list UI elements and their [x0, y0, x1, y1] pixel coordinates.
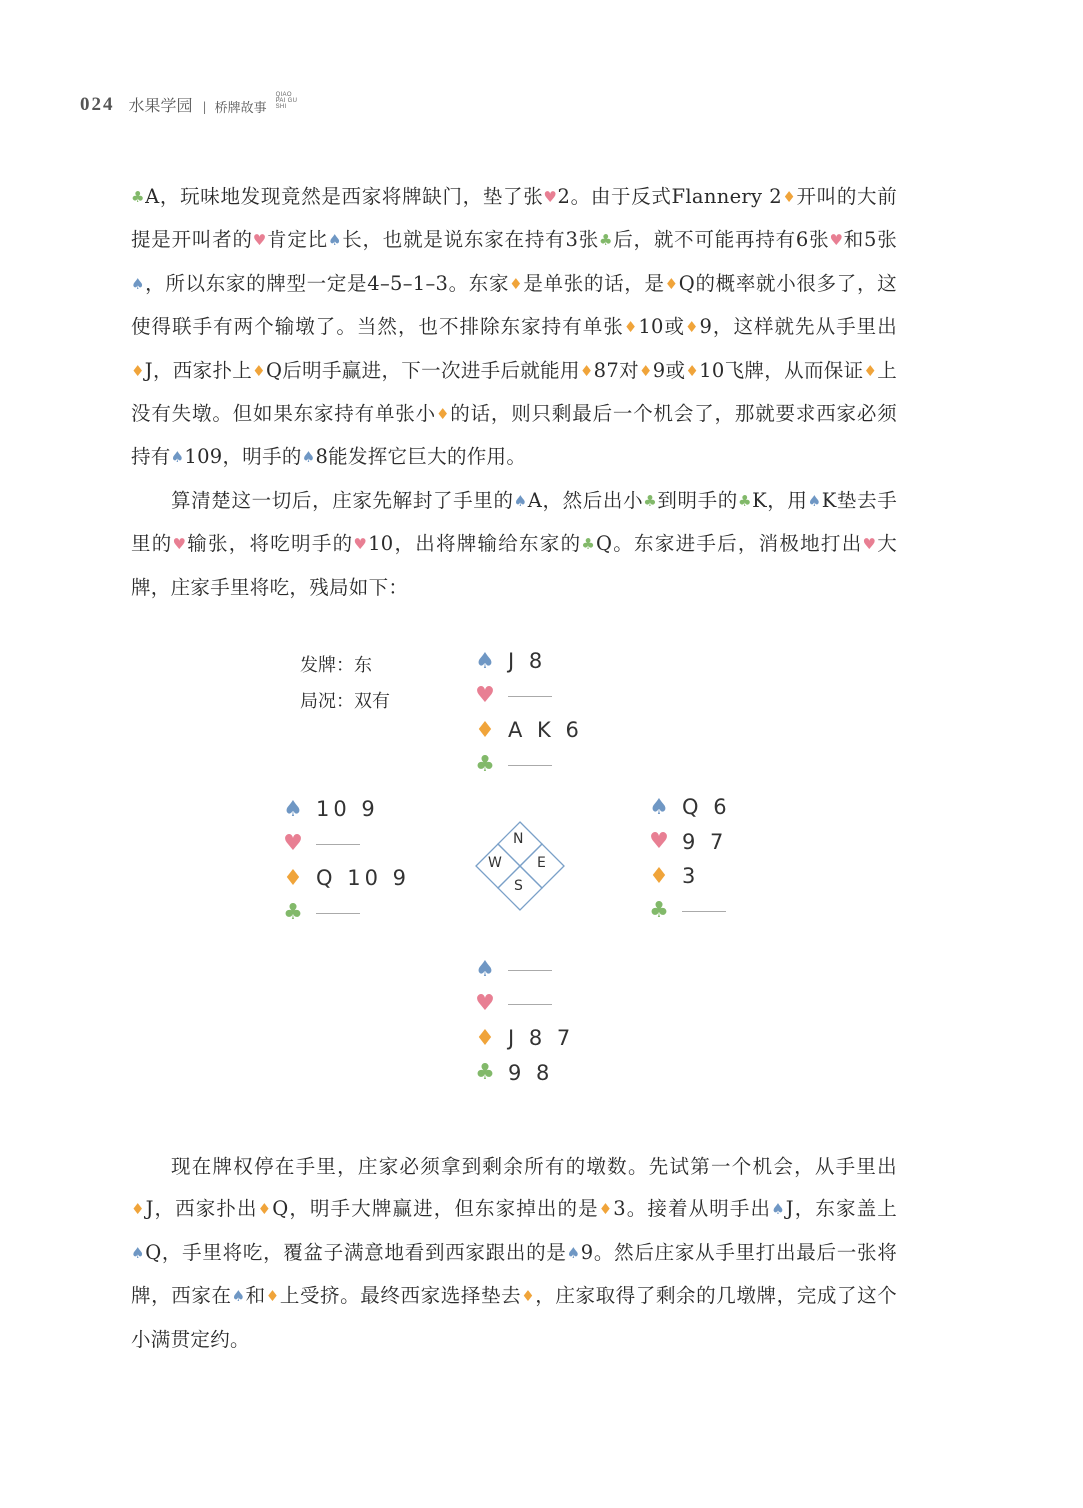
north-hand — [474, 644, 583, 782]
diamond-icon: ♦ — [131, 1200, 146, 1219]
south-hearts-void — [508, 1004, 552, 1005]
spade-icon: ♠ — [327, 231, 343, 250]
paragraph-3 — [131, 1146, 897, 1361]
diamond-icon: ♦ — [475, 717, 495, 743]
diamond-icon: ♦ — [435, 405, 451, 424]
diamond-icon: ♦ — [685, 361, 700, 380]
vulnerability-label: 局况：双有 — [300, 691, 390, 712]
diamond-icon: ♦ — [131, 361, 145, 380]
diamond-icon: ♦ — [579, 361, 594, 380]
south-clubs: 9 8 — [508, 1060, 554, 1085]
east-hearts: 9 7 — [682, 829, 728, 854]
club-icon: ♣ — [649, 898, 669, 924]
heart-icon: ♥ — [829, 231, 844, 250]
diamond-icon: ♦ — [252, 361, 266, 380]
spade-icon: ♠ — [649, 794, 669, 820]
running-header — [78, 92, 298, 116]
west-hand — [282, 792, 410, 930]
spade-icon: ♠ — [475, 956, 495, 982]
spade-icon: ♠ — [513, 491, 528, 510]
diamond-icon: ♦ — [623, 318, 639, 337]
spade-icon: ♠ — [283, 796, 303, 822]
heart-icon: ♥ — [649, 829, 669, 855]
diamond-icon: ♦ — [509, 274, 524, 293]
paragraph-2-text: 算清楚这一切后，庄家先解封了手里的♠A，然后出小♣到明手的♣K，用♠K垫去手里的♥输张，将吃明手的♥10，出将牌输给东家的♣Q。东家进手后，消极地打出♥大牌，庄家手里将吃，残局如下： — [131, 488, 898, 599]
club-icon: ♣ — [599, 231, 614, 250]
spade-icon: ♠ — [807, 491, 822, 510]
diamond-icon: ♦ — [664, 274, 679, 293]
north-clubs-void — [508, 765, 552, 766]
club-icon: ♣ — [283, 900, 303, 926]
club-icon: ♣ — [475, 752, 495, 778]
paragraph-1 — [131, 176, 897, 609]
heart-icon: ♥ — [543, 188, 558, 206]
diamond-icon: ♦ — [283, 865, 303, 891]
compass-west: W — [488, 855, 502, 871]
club-icon: ♣ — [643, 491, 658, 510]
club-icon: ♣ — [131, 188, 146, 206]
west-diamonds: Q 10 9 — [316, 866, 410, 891]
diamond-icon: ♦ — [521, 1287, 536, 1306]
south-diamonds: J 8 7 — [508, 1026, 575, 1051]
spade-icon: ♠ — [170, 448, 185, 467]
spade-icon: ♠ — [566, 1243, 581, 1262]
diamond-icon: ♦ — [863, 361, 878, 380]
diamond-icon: ♦ — [649, 863, 669, 889]
diamond-icon: ♦ — [598, 1200, 614, 1219]
spade-icon: ♠ — [771, 1200, 786, 1219]
diamond-icon: ♦ — [257, 1200, 273, 1219]
spade-icon: ♠ — [475, 648, 495, 674]
diamond-icon: ♦ — [265, 1287, 280, 1306]
paragraph-3-text: 现在牌权停在手里，庄家必须拿到剩余所有的墩数。先试第一个机会，从手里出♦J，西家扑出♦Q，明手大牌赢进，但东家掉出的是♦3。接着从明手出♠J，东家盖上♠Q，手里将吃，覆盆子满意地看到西家跟出的是♠9。然后庄家从手里打出最后一张将牌，西家在♠和♦上受挤。最终西家选择垫去♦，庄家取得了剩余的几墩牌，完成了这个小满贯定约。 — [131, 1155, 898, 1351]
west-spades: 10 9 — [316, 797, 379, 822]
page-number: 024 — [80, 94, 115, 115]
header-separator: | — [202, 100, 207, 114]
compass-south: S — [514, 878, 523, 894]
heart-icon: ♥ — [862, 535, 878, 554]
heart-icon: ♥ — [353, 535, 369, 554]
series-title: 桥牌故事 — [214, 101, 267, 116]
east-spades: Q 6 — [682, 795, 731, 820]
heart-icon: ♥ — [475, 683, 495, 709]
south-hand — [474, 952, 574, 1090]
east-hand — [648, 790, 731, 928]
deal-info — [300, 648, 390, 720]
spade-icon: ♠ — [301, 448, 316, 467]
club-icon: ♣ — [475, 1060, 495, 1086]
south-spades-void — [508, 970, 552, 971]
compass-east: E — [537, 855, 546, 871]
diamond-icon: ♦ — [685, 318, 700, 337]
north-spades: J 8 — [508, 649, 547, 674]
east-diamonds: 3 — [682, 864, 700, 889]
dealer-label: 发牌：东 — [300, 655, 372, 676]
west-clubs-void — [316, 913, 360, 914]
spade-icon: ♠ — [231, 1287, 246, 1306]
spade-icon: ♠ — [131, 274, 146, 293]
north-diamonds: A K 6 — [508, 718, 583, 743]
club-icon: ♣ — [581, 535, 597, 554]
diamond-icon: ♦ — [638, 361, 653, 380]
heart-icon: ♥ — [475, 991, 495, 1017]
book-title: 水果学园 — [128, 96, 193, 115]
heart-icon: ♥ — [172, 535, 188, 554]
bridge-hand-diagram — [0, 620, 1083, 1100]
series-title-en: QIAO PAI GU SHI — [275, 92, 298, 110]
spade-icon: ♠ — [131, 1243, 146, 1262]
west-hearts-void — [316, 844, 360, 845]
compass-rose — [474, 820, 566, 916]
heart-icon: ♥ — [283, 831, 303, 857]
north-hearts-void — [508, 696, 552, 697]
east-clubs-void — [682, 911, 726, 912]
club-icon: ♣ — [737, 491, 753, 510]
paragraph-1-text: ♣A，玩味地发现竟然是西家将牌缺门，垫了张♥2。由于反式Flannery 2♦开叫的大前提是开叫者的♥肯定比♠长，也就是说东家在持有3张♣后，就不可能再持有6张♥和5张♠，所以东家的牌型一定是4–5–1–3。东家♦是单张的话，是♦Q的概率就小很多了，这使得联手有两个输墩了。当然，也不排除东家持有单张♦10或♦9，这样就先从手里出♦J，西家扑上♦Q后明手赢进，下一次进手后就能用♦87对♦9或♦10飞牌，从而保证♦上没有失墩。但如果东家持有单张小♦的话，则只剩最后一个机会了，那就要求西家必须持有♠109，明手的♠8能发挥它巨大的作用。 — [131, 185, 898, 469]
heart-icon: ♥ — [252, 231, 268, 250]
diamond-icon: ♦ — [781, 188, 797, 206]
diamond-icon: ♦ — [475, 1025, 495, 1051]
compass-north: N — [513, 831, 524, 847]
